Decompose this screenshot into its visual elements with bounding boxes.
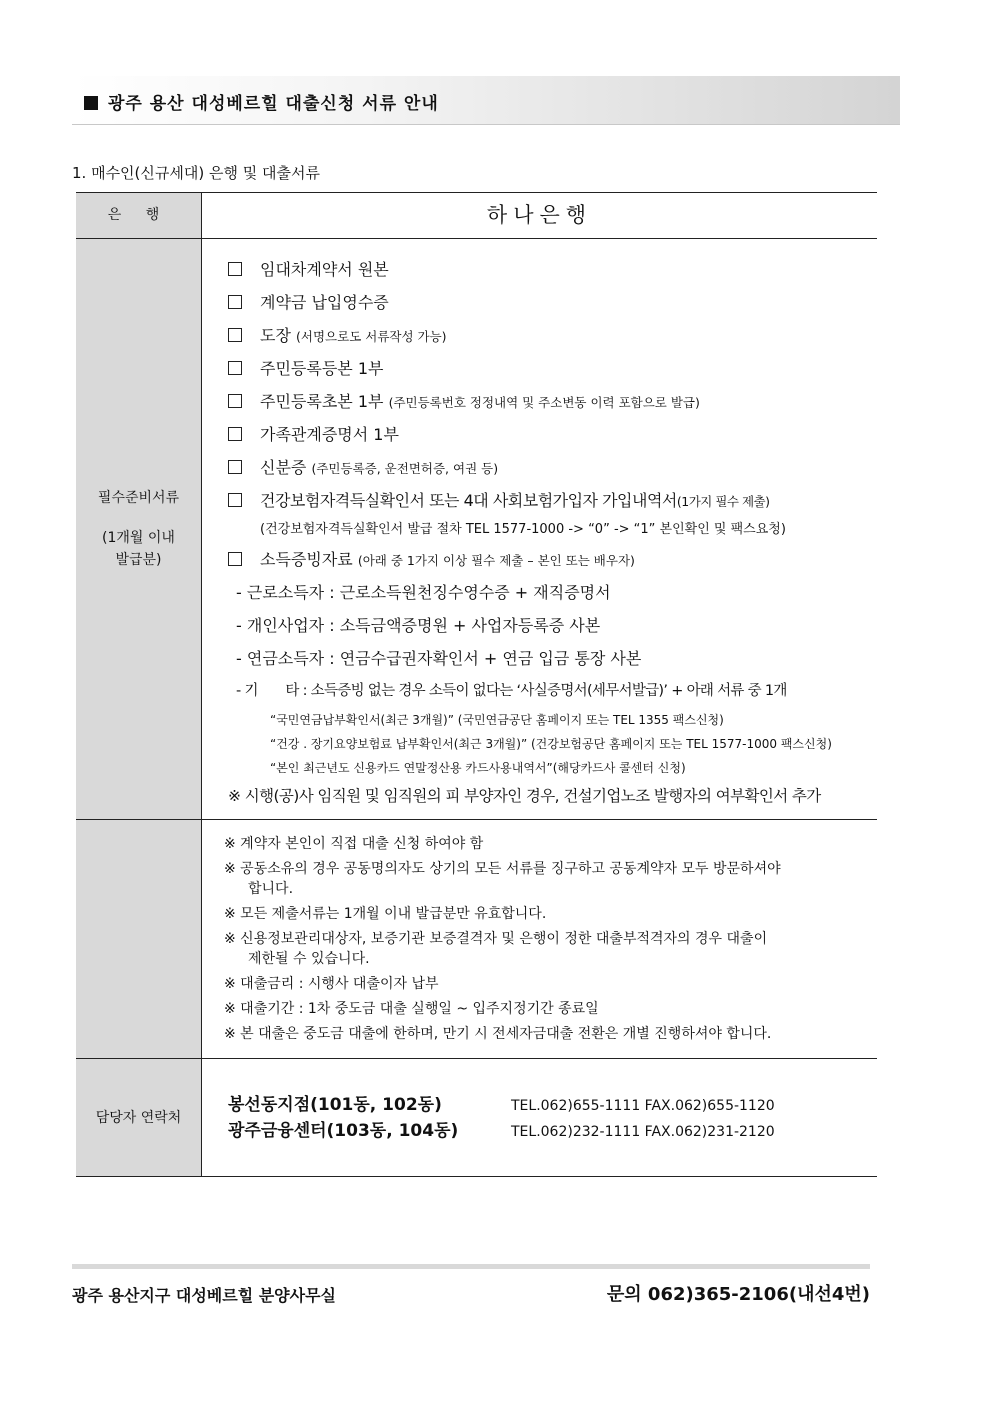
page-title-text: 광주 용산 대성베르힐 대출신청 서류 안내: [108, 94, 439, 114]
extra-note: ※ 시행(공)사 임직원 및 임직원의 피 부양자인 경우, 건설기업노조 발행자의 여부확인서 추가: [228, 787, 821, 805]
note-item: ※ 계약자 본인이 직접 대출 신청 하여야 함: [224, 836, 484, 852]
required-documents-list: [202, 239, 877, 813]
contact-item: [228, 1118, 877, 1144]
branch-phone: TEL.062)655-1111 FAX.062)655-1120: [511, 1098, 775, 1114]
branch-name: 광주금융센터(103동, 104동): [228, 1121, 459, 1141]
checkbox-icon: [228, 328, 242, 342]
item-text: 주민등록등본 1부: [260, 359, 384, 378]
checkbox-icon: [228, 427, 242, 441]
item-text: 가족관계증명서 1부: [260, 425, 399, 444]
list-item: [228, 319, 877, 352]
list-item: [228, 352, 877, 385]
contact-label: 담당자 연락처: [95, 1109, 182, 1126]
checkbox-icon: [228, 493, 242, 507]
income-type-wage: - 근로소득자 : 근로소득원천징수영수증 + 재직증명서: [236, 583, 611, 602]
checkbox-icon: [228, 262, 242, 276]
contact-cell: [202, 1059, 878, 1177]
note-item-continued: 제한될 수 있습니다.: [248, 951, 370, 967]
bank-name: 하나은행: [486, 203, 593, 227]
income-type-business: - 개인사업자 : 소득금액증명원 + 사업자등록증 사본: [236, 616, 601, 635]
health-insurance-note: (건강보험자격득실확인서 발급 절차 TEL 1577-1000 -> “0” -> “1” 본인확인 및 팩스요청): [260, 522, 786, 537]
income-type-pension: - 연금소득자 : 연금수급권자확인서 + 연금 입금 통장 사본: [236, 649, 642, 668]
item-note: (아래 중 1가지 이상 필수 제출 – 본인 또는 배우자): [357, 553, 635, 568]
required-label: [76, 487, 201, 571]
notes-row: [76, 820, 877, 1059]
item-text: 계약금 납입영수증: [260, 293, 389, 312]
list-item: [228, 385, 877, 418]
footer-office: 광주 용산지구 대성베르힐 분양사무실: [72, 1286, 337, 1305]
checkbox-icon: [228, 361, 242, 375]
notes-list: [202, 820, 877, 1044]
note-item-continued: 합니다.: [248, 881, 294, 897]
item-note: (서명으로도 서류작성 가능): [296, 329, 447, 344]
footer-inquiry: 문의 062)365-2106(내선4번): [606, 1284, 870, 1305]
note-item: ※ 모든 제출서류는 1개월 이내 발급분만 유효합니다.: [224, 906, 547, 922]
title-bar: [72, 76, 900, 125]
note-item: ※ 공동소유의 경우 공동명의자도 상기의 모든 서류를 징구하고 공동계약자 모두 방문하셔야: [224, 861, 781, 877]
item-text: 소득증빙자료: [260, 550, 353, 569]
item-text: 건강보험자격득실확인서 또는 4대 사회보험가입자 가입내역서: [260, 491, 677, 510]
notes-cell: [202, 820, 878, 1059]
contact-row: [76, 1059, 877, 1177]
branch-phone: TEL.062)232-1111 FAX.062)231-2120: [511, 1124, 775, 1140]
other-doc-pension: “국민연금납부확인서(최근 3개월)” (국민연금공단 홈페이지 또는 TEL 1355 팩스신청): [270, 713, 724, 727]
list-item: [228, 253, 877, 286]
list-item: [228, 451, 877, 484]
item-note: (1가지 필수 제출): [676, 494, 770, 509]
contact-list: [202, 1059, 877, 1144]
checkbox-icon: [228, 295, 242, 309]
list-item: [228, 543, 877, 576]
checkbox-icon: [228, 394, 242, 408]
item-note: (주민등록증, 운전면허증, 여권 등): [311, 461, 499, 476]
bank-row: [76, 193, 877, 239]
checkbox-icon: [228, 552, 242, 566]
required-label-sub-2: 발급분): [115, 552, 162, 568]
square-bullet-icon: [84, 96, 98, 110]
other-doc-health: “건강 . 장기요양보험료 납부확인서(최근 3개월)” (건강보험공단 홈페이지 또는 TEL 1577-1000 팩스신청): [270, 737, 832, 751]
note-item: ※ 본 대출은 중도금 대출에 한하며, 만기 시 전세자금대출 전환은 개별 진행하셔야 합니다.: [224, 1026, 772, 1042]
item-note: (주민등록번호 정정내역 및 주소변동 이력 포함으로 발급): [388, 395, 700, 410]
note-item: ※ 대출금리 : 시행사 대출이자 납부: [224, 976, 439, 992]
other-doc-card: “본인 최근년도 신용카드 연말정산용 카드사용내역서”(해당카드사 콜센터 신청): [270, 761, 686, 775]
item-text: 임대차계약서 원본: [260, 260, 389, 279]
item-text: 도장: [260, 326, 291, 345]
checkbox-icon: [228, 460, 242, 474]
bank-label: 은 행: [76, 193, 202, 239]
note-item: ※ 대출기간 : 1차 중도금 대출 실행일 ~ 입주지정기간 종료일: [224, 1001, 599, 1017]
required-documents-cell: [202, 239, 878, 820]
section-title: 1. 매수인(신규세대) 은행 및 대출서류: [72, 164, 320, 182]
loan-documents-table: [76, 192, 877, 1177]
list-item: [228, 418, 877, 451]
page-title: [84, 89, 439, 114]
notes-label-cell: [76, 820, 202, 1059]
income-type-other: - 기 타 : 소득증빙 없는 경우 소득이 없다는 ‘사실증명서(세무서발급)’ + 아래 서류 중 1개: [236, 683, 787, 699]
required-label-cell: [76, 239, 202, 820]
required-label-main: 필수준비서류: [97, 490, 180, 506]
note-item: ※ 신용정보관리대상자, 보증기관 보증결격자 및 은행이 정한 대출부적격자의 경우 대출이: [224, 931, 768, 947]
item-text: 주민등록초본 1부: [260, 392, 384, 411]
contact-label-cell: [76, 1059, 202, 1177]
branch-name: 봉선동지점(101동, 102동): [228, 1095, 442, 1115]
list-item: [228, 484, 877, 517]
required-documents-row: [76, 239, 877, 820]
item-text: 신분증: [260, 458, 307, 477]
footer-divider: [72, 1264, 870, 1269]
required-label-sub-1: (1개월 이내: [102, 530, 175, 546]
contact-item: [228, 1092, 877, 1118]
list-item: [228, 286, 877, 319]
